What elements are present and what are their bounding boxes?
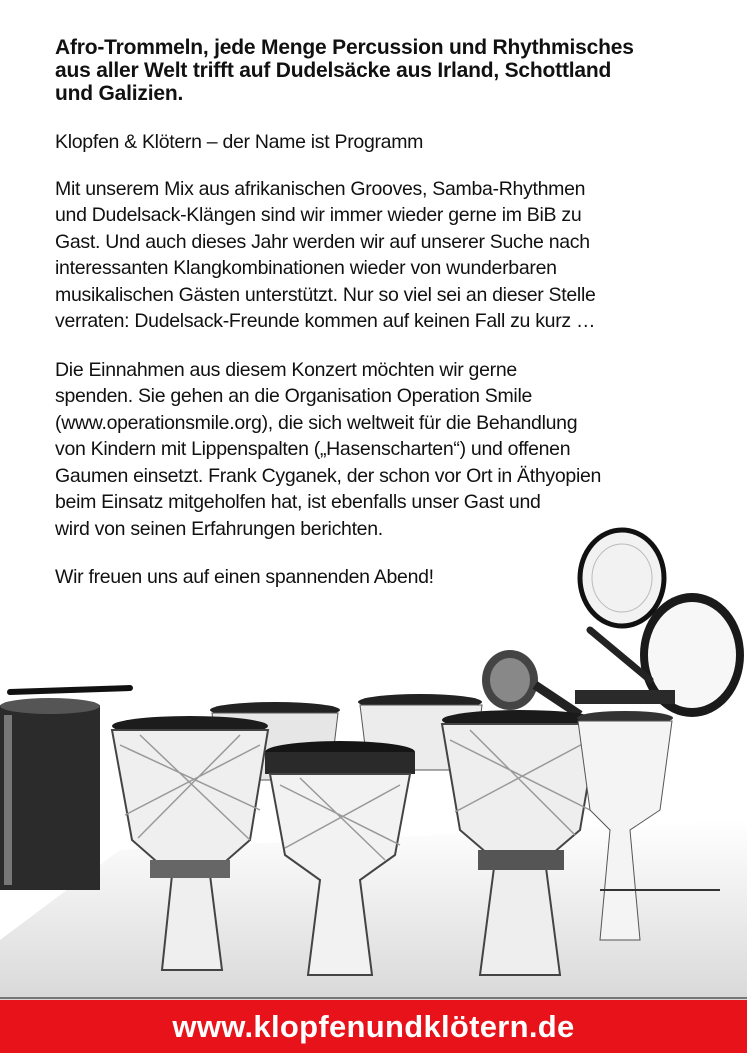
text-line: (www.operationsmile.org), die sich weltweit für die Behandlung [55,411,578,434]
headline-line: und Galizien. [55,82,184,105]
text-line: musikalischen Gästen unterstützt. Nur so viel sei an dieser Stelle [55,283,596,306]
text-line: wird von seinen Erfahrungen berichten. [55,517,383,540]
barrel-drum [0,698,100,890]
website-link[interactable]: www.klopfenundklötern.de [172,1008,575,1044]
frame-drum-small [580,530,664,626]
text-line: verraten: Dudelsack-Freunde kommen auf keinen Fall zu kurz … [55,310,596,332]
text-line: interessanten Klangkombinationen wieder von wunderbaren [55,257,557,279]
headline-line: Afro-Trommeln, jede Menge Percussion und Rhythmisches [55,36,634,59]
paragraph-donation [55,357,695,543]
shaker [482,650,580,715]
headline [55,36,695,105]
footer-bar [0,1000,747,1053]
paragraph-band-intro [55,176,695,335]
headline-line: aus aller Welt trifft auf Dudelsäcke aus Irland, Schottland [55,59,612,82]
text-line: und Dudelsack-Klängen sind wir immer wieder gerne im BiB zu [55,204,582,226]
closing-line: Wir freuen uns auf einen spannenden Abend! [55,566,434,588]
text-line: spenden. Sie gehen an die Organisation Operation Smile [55,385,533,407]
text-line: Gast. Und auch dieses Jahr werden wir auf unserer Suche nach [55,230,590,253]
djembe-drums-photo-icon [0,520,747,1000]
text-line: Mit unserem Mix aus afrikanischen Grooves, Samba-Rhythmen [55,177,586,200]
text-line: von Kindern mit Lippenspalten („Hasenscharten“) und offenen [55,438,571,460]
subtitle: Klopfen & Klötern – der Name ist Programm [55,131,424,153]
text-line: beim Einsatz mitgeholfen hat, ist ebenfalls unser Gast und [55,491,541,513]
text-line: Gaumen einsetzt. Frank Cyganek, der schon vor Ort in Äthyopien [55,464,602,487]
text-line: Die Einnahmen aus diesem Konzert möchten wir gerne [55,358,517,381]
flyer-text [55,36,695,591]
